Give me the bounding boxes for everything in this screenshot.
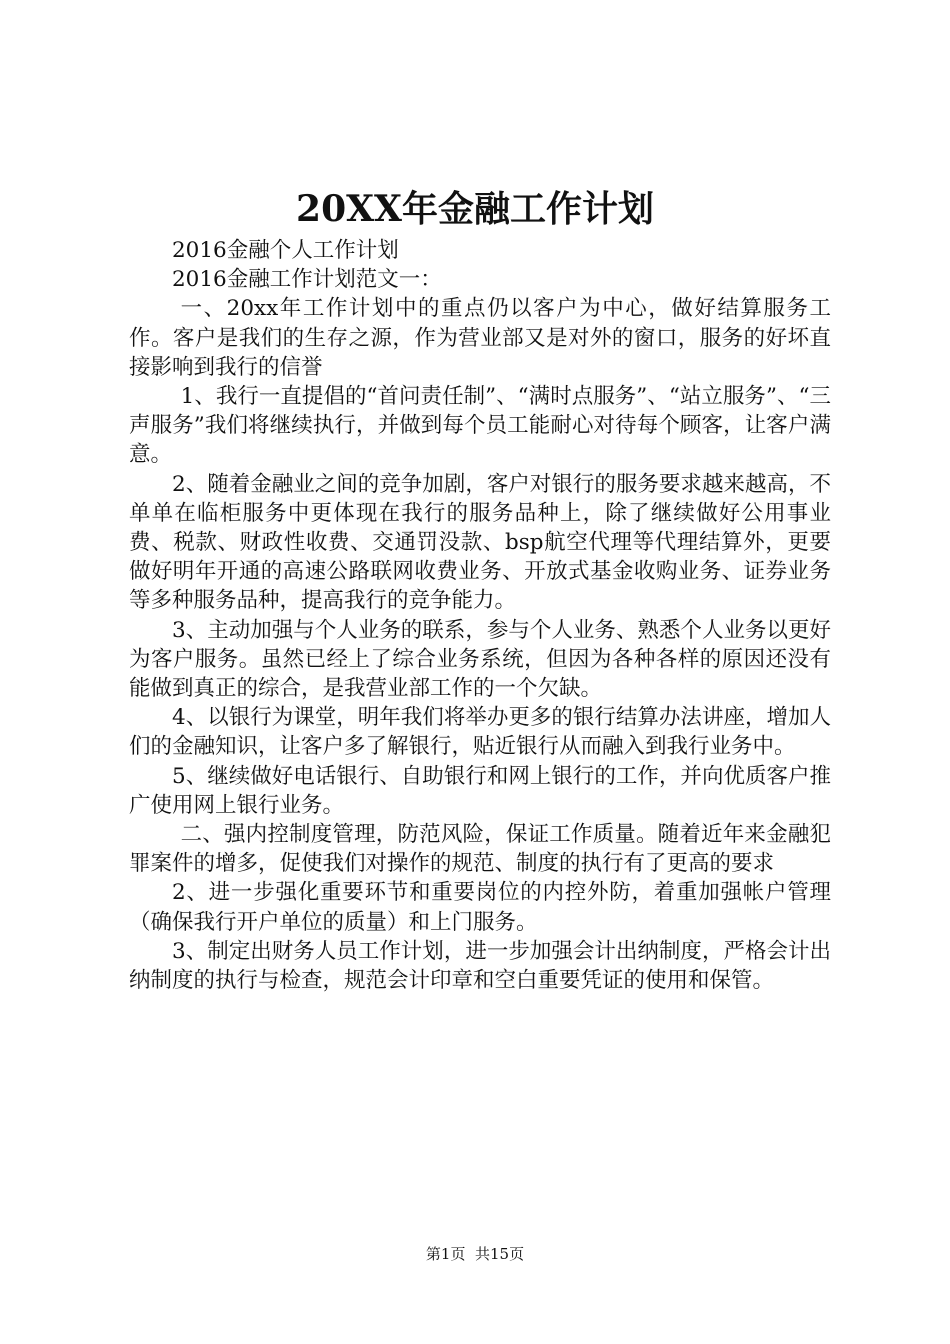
- paragraph-subtitle-1: 2016金融个人工作计划: [172, 238, 399, 263]
- paragraph-item-3: 3、主动加强与个人业务的联系，参与个人业务、熟悉个人业务以更好为客户服务。虽然已经上了综合业务系统，但因为各种各样的原因还没有能做到真正的综合，是我营业部工作的一个欠缺。: [129, 617, 831, 702]
- paragraph-section-2: 二、强内控制度管理，防范风险，保证工作质量。随着近年来金融犯罪案件的增多，促使我们对操作的规范、制度的执行有了更高的要求: [129, 822, 831, 877]
- page-footer: [0, 1242, 950, 1266]
- paragraph-item-1: 1、我行一直提倡的“首问责任制”、“满时点服务”、“站立服务”、“三声服务”我们将继续执行，并做到每个员工能耐心对待每个顾客，让客户满意。: [129, 384, 831, 468]
- paragraph-section-2-item-2: 2、进一步强化重要环节和重要岗位的内控外防，着重加强帐户管理（确保我行开户单位的质量）和上门服务。: [129, 880, 831, 935]
- document-body: [129, 236, 831, 995]
- paragraph-item-2: 2、随着金融业之间的竞争加剧，客户对银行的服务要求越来越高，不单单在临柜服务中更体现在我行的服务品种上，除了继续做好公用事业费、税款、财政性收费、交通罚没款、bsp航空代理等代理结算外，更要做好明年开通的高速公路联网收费业务、开放式基金收购业务、证券业务等多种服务品种，提高我行的竞争能力。: [129, 471, 831, 614]
- paragraph-section-2-item-3: 3、制定出财务人员工作计划，进一步加强会计出纳制度，严格会计出纳制度的执行与检查，规范会计印章和空白重要凭证的使用和保管。: [129, 938, 831, 994]
- document-title: 20XX年金融工作计划: [296, 188, 654, 230]
- paragraph-section-1: 一、20xx年工作计划中的重点仍以客户为中心，做好结算服务工作。客户是我们的生存之源，作为营业部又是对外的窗口，服务的好坏直接影响到我行的信誉: [129, 296, 831, 380]
- paragraph-subtitle-2: 2016金融工作计划范文一：: [172, 267, 442, 293]
- page-total: 共15页: [475, 1245, 525, 1263]
- page-number: 第1页: [425, 1245, 466, 1263]
- paragraph-item-5: 5、继续做好电话银行、自助银行和网上银行的工作，并向优质客户推广使用网上银行业务。: [129, 763, 831, 818]
- paragraph-item-4: 4、以银行为课堂，明年我们将举办更多的银行结算办法讲座，增加人们的金融知识，让客户多了解银行，贴近银行从而融入到我行业务中。: [129, 705, 831, 760]
